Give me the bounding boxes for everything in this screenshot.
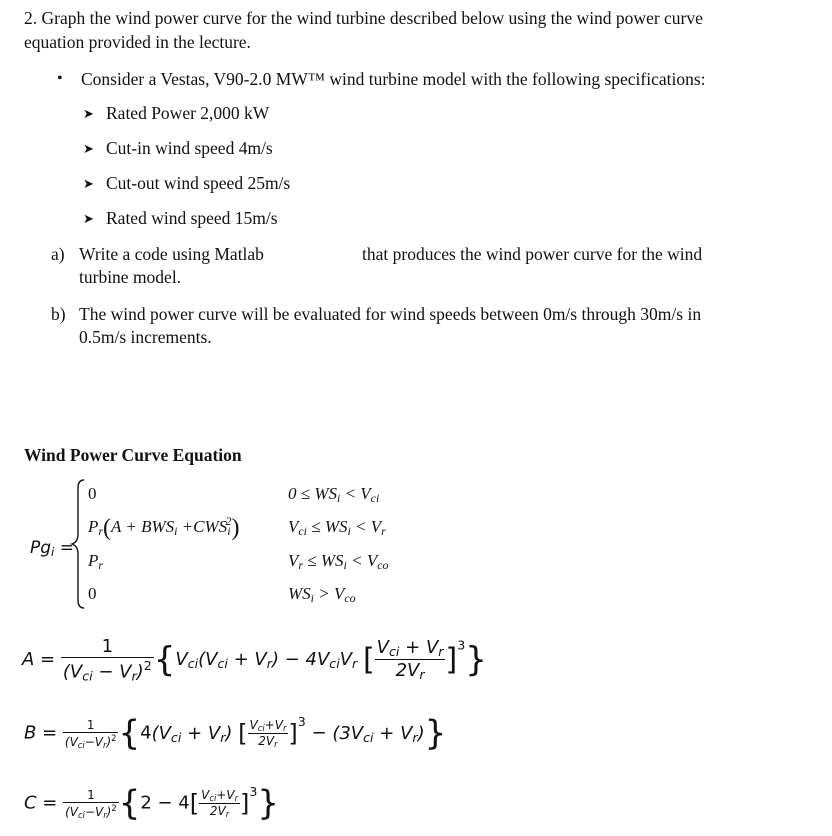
arrow-icon: ➤ (83, 176, 94, 191)
spec-rated-power: Rated Power 2,000 kW (106, 103, 270, 123)
question-line-1: 2. Graph the wind power curve for the wind turbine described below using the wind power curve (24, 8, 703, 28)
a-fraction: $\frac{1}{(V_{ci} - V_r)^2}$ (62, 636, 152, 684)
c-numerator: 1 (87, 787, 95, 802)
a-label: A (22, 648, 35, 670)
equation-c: C = $\frac{1}{(V_{ci}-V_r)^2}$ {2 − 4[ $\frac{V_{ci}+V_r}{2V_r}$ ]$^3$} (24, 783, 280, 824)
bullet-icon: • (57, 70, 63, 87)
equation-a: A = $\frac{1}{(V_{ci} - V_r)^2}$ {$V_{ci}(V_{ci} + V_r) - 4V_{ci}V_r$ [ $\frac{V_{ci} + V_r}{2V_r}$ ]$^3$} (22, 636, 487, 684)
part-b-text-1: The wind power curve will be evaluated for wind speeds between 0m/s through 30m/s in (79, 304, 702, 324)
pg-symbol: Pg (30, 538, 52, 558)
case-4-condition: $WS_i > V_{co}$ (288, 584, 356, 605)
part-b-text-2: 0.5m/s increments. (79, 327, 212, 347)
part-a-text-1: Write a code using Matlab (79, 244, 264, 264)
part-a-label: a) (51, 244, 65, 264)
arrow-icon: ➤ (83, 141, 94, 156)
part-b-label: b) (51, 304, 66, 324)
c-fraction: $\frac{1}{(V_{ci}-V_r)^2}$ (65, 787, 117, 820)
arrow-icon: ➤ (83, 106, 94, 121)
a-numerator: 1 (101, 636, 114, 657)
arrow-icon: ➤ (83, 211, 94, 226)
case-4-value: 0 (88, 584, 97, 603)
question-line-2: equation provided in the lecture. (24, 32, 251, 52)
equation-heading: Wind Power Curve Equation (24, 445, 242, 465)
spec-cut-in: Cut-in wind speed 4m/s (106, 138, 273, 158)
b-numerator: 1 (86, 717, 95, 732)
pg-subscript: i (51, 544, 55, 559)
pg-label: $Pg_i$ = (30, 538, 75, 559)
case-1-value: 0 (88, 484, 97, 503)
part-a-text-2: that produces the wind power curve for the wind (362, 244, 703, 264)
b-label: B (24, 722, 37, 744)
case-2-condition: $V_{ci} \le WS_i < V_r$ (288, 517, 386, 538)
case-3-condition: $V_r \le WS_i < V_{co}$ (288, 551, 389, 572)
spec-cut-out: Cut-out wind speed 25m/s (106, 173, 291, 193)
case-1-condition: $0 \le WS_i < V_{ci}$ (288, 484, 380, 505)
b-fraction: $\frac{1}{(V_{ci}-V_r)^2}$ (64, 717, 117, 750)
case-3-value: $P_r$ (88, 551, 104, 572)
equation-b: B = $\frac{1}{(V_{ci}-V_r)^2}$ {$4(V_{ci} + V_r)$ [ $\frac{V_{ci}+V_r}{2V_r}$ ]$^3 - (3V_{ci} + V_r)$} (24, 713, 447, 754)
case-2-value: $P_r(A + BWS_i +CWS_i^2)$ (88, 514, 240, 542)
part-a-text-3: turbine model. (79, 267, 182, 287)
c-label: C (24, 792, 37, 814)
turbine-description: Consider a Vestas, V90-2.0 MW™ wind turbine model with the following specifications: (81, 69, 706, 89)
spec-rated-speed: Rated wind speed 15m/s (106, 208, 278, 228)
piecewise-brace (70, 478, 86, 610)
